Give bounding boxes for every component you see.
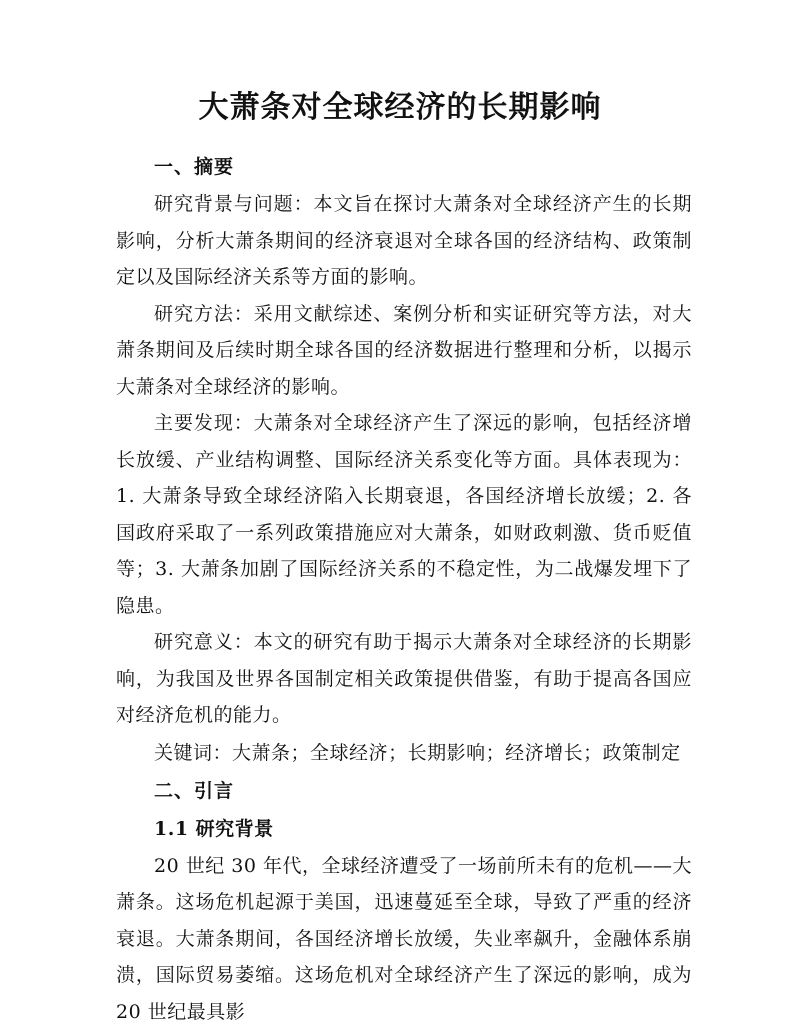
keyword-separator: ； xyxy=(290,741,311,764)
keyword-item: 长期影响 xyxy=(407,741,486,764)
introduction-background-paragraph: 20 世纪 30 年代，全球经济遭受了一场前所未有的危机——大萧条。这场危机起源于美国，迅速蔓延至全球，导致了严重的经济衰退。大萧条期间，各国经济增长放缓，失业率飙升，金融体系崩溃，国际贸易萎缩。这场危机对全球经济产生了深远的影响，成为 20 世纪最具影 xyxy=(116,854,692,1023)
keyword-separator: ； xyxy=(388,741,408,764)
keyword-item: 政策制定 xyxy=(602,741,681,764)
keyword-separator: ； xyxy=(583,741,603,764)
keywords-label: 关键词： xyxy=(154,741,233,764)
section-heading-abstract: 一、摘要 xyxy=(154,156,235,178)
keyword-item: 经济增长 xyxy=(505,741,584,764)
abstract-background-paragraph: 研究背景与问题：本文旨在探讨大萧条对全球经济产生的长期影响，分析大萧条期间的经济衰退对全球各国的经济结构、政策制定以及国际经济关系等方面的影响。 xyxy=(116,193,692,288)
abstract-significance-paragraph: 研究意义：本文的研究有助于揭示大萧条对全球经济的长期影响，为我国及世界各国制定相关政策提供借鉴，有助于提高各国应对经济危机的能力。 xyxy=(116,631,692,726)
abstract-findings-paragraph: 主要发现：大萧条对全球经济产生了深远的影响，包括经济增长放缓、产业结构调整、国际经济关系变化等方面。具体表现为：1. 大萧条导致全球经济陷入长期衰退，各国经济增长放缓；2. 各国政府采取了一系列政策措施应对大萧条，如财政刺激、货币贬值等；3. 大萧条加剧了国际经济关系的不稳定性，为二战爆发埋下了隐患。 xyxy=(116,412,692,617)
subsection-title-research-background: 1.1 研究背景 xyxy=(154,817,274,840)
document-body xyxy=(116,148,692,1030)
keywords-line xyxy=(116,734,692,772)
document-title: 大萧条对全球经济的长期影响 xyxy=(198,90,602,125)
keyword-separator: ； xyxy=(485,741,506,764)
abstract-methods-paragraph: 研究方法：采用文献综述、案例分析和实证研究等方法，对大萧条期间及后续时期全球各国的经济数据进行整理和分析，以揭示大萧条对全球经济的影响。 xyxy=(116,302,692,398)
section-heading-introduction: 二、引言 xyxy=(154,779,235,802)
keyword-item: 大萧条 xyxy=(232,741,291,764)
keyword-item: 全球经济 xyxy=(310,741,389,764)
